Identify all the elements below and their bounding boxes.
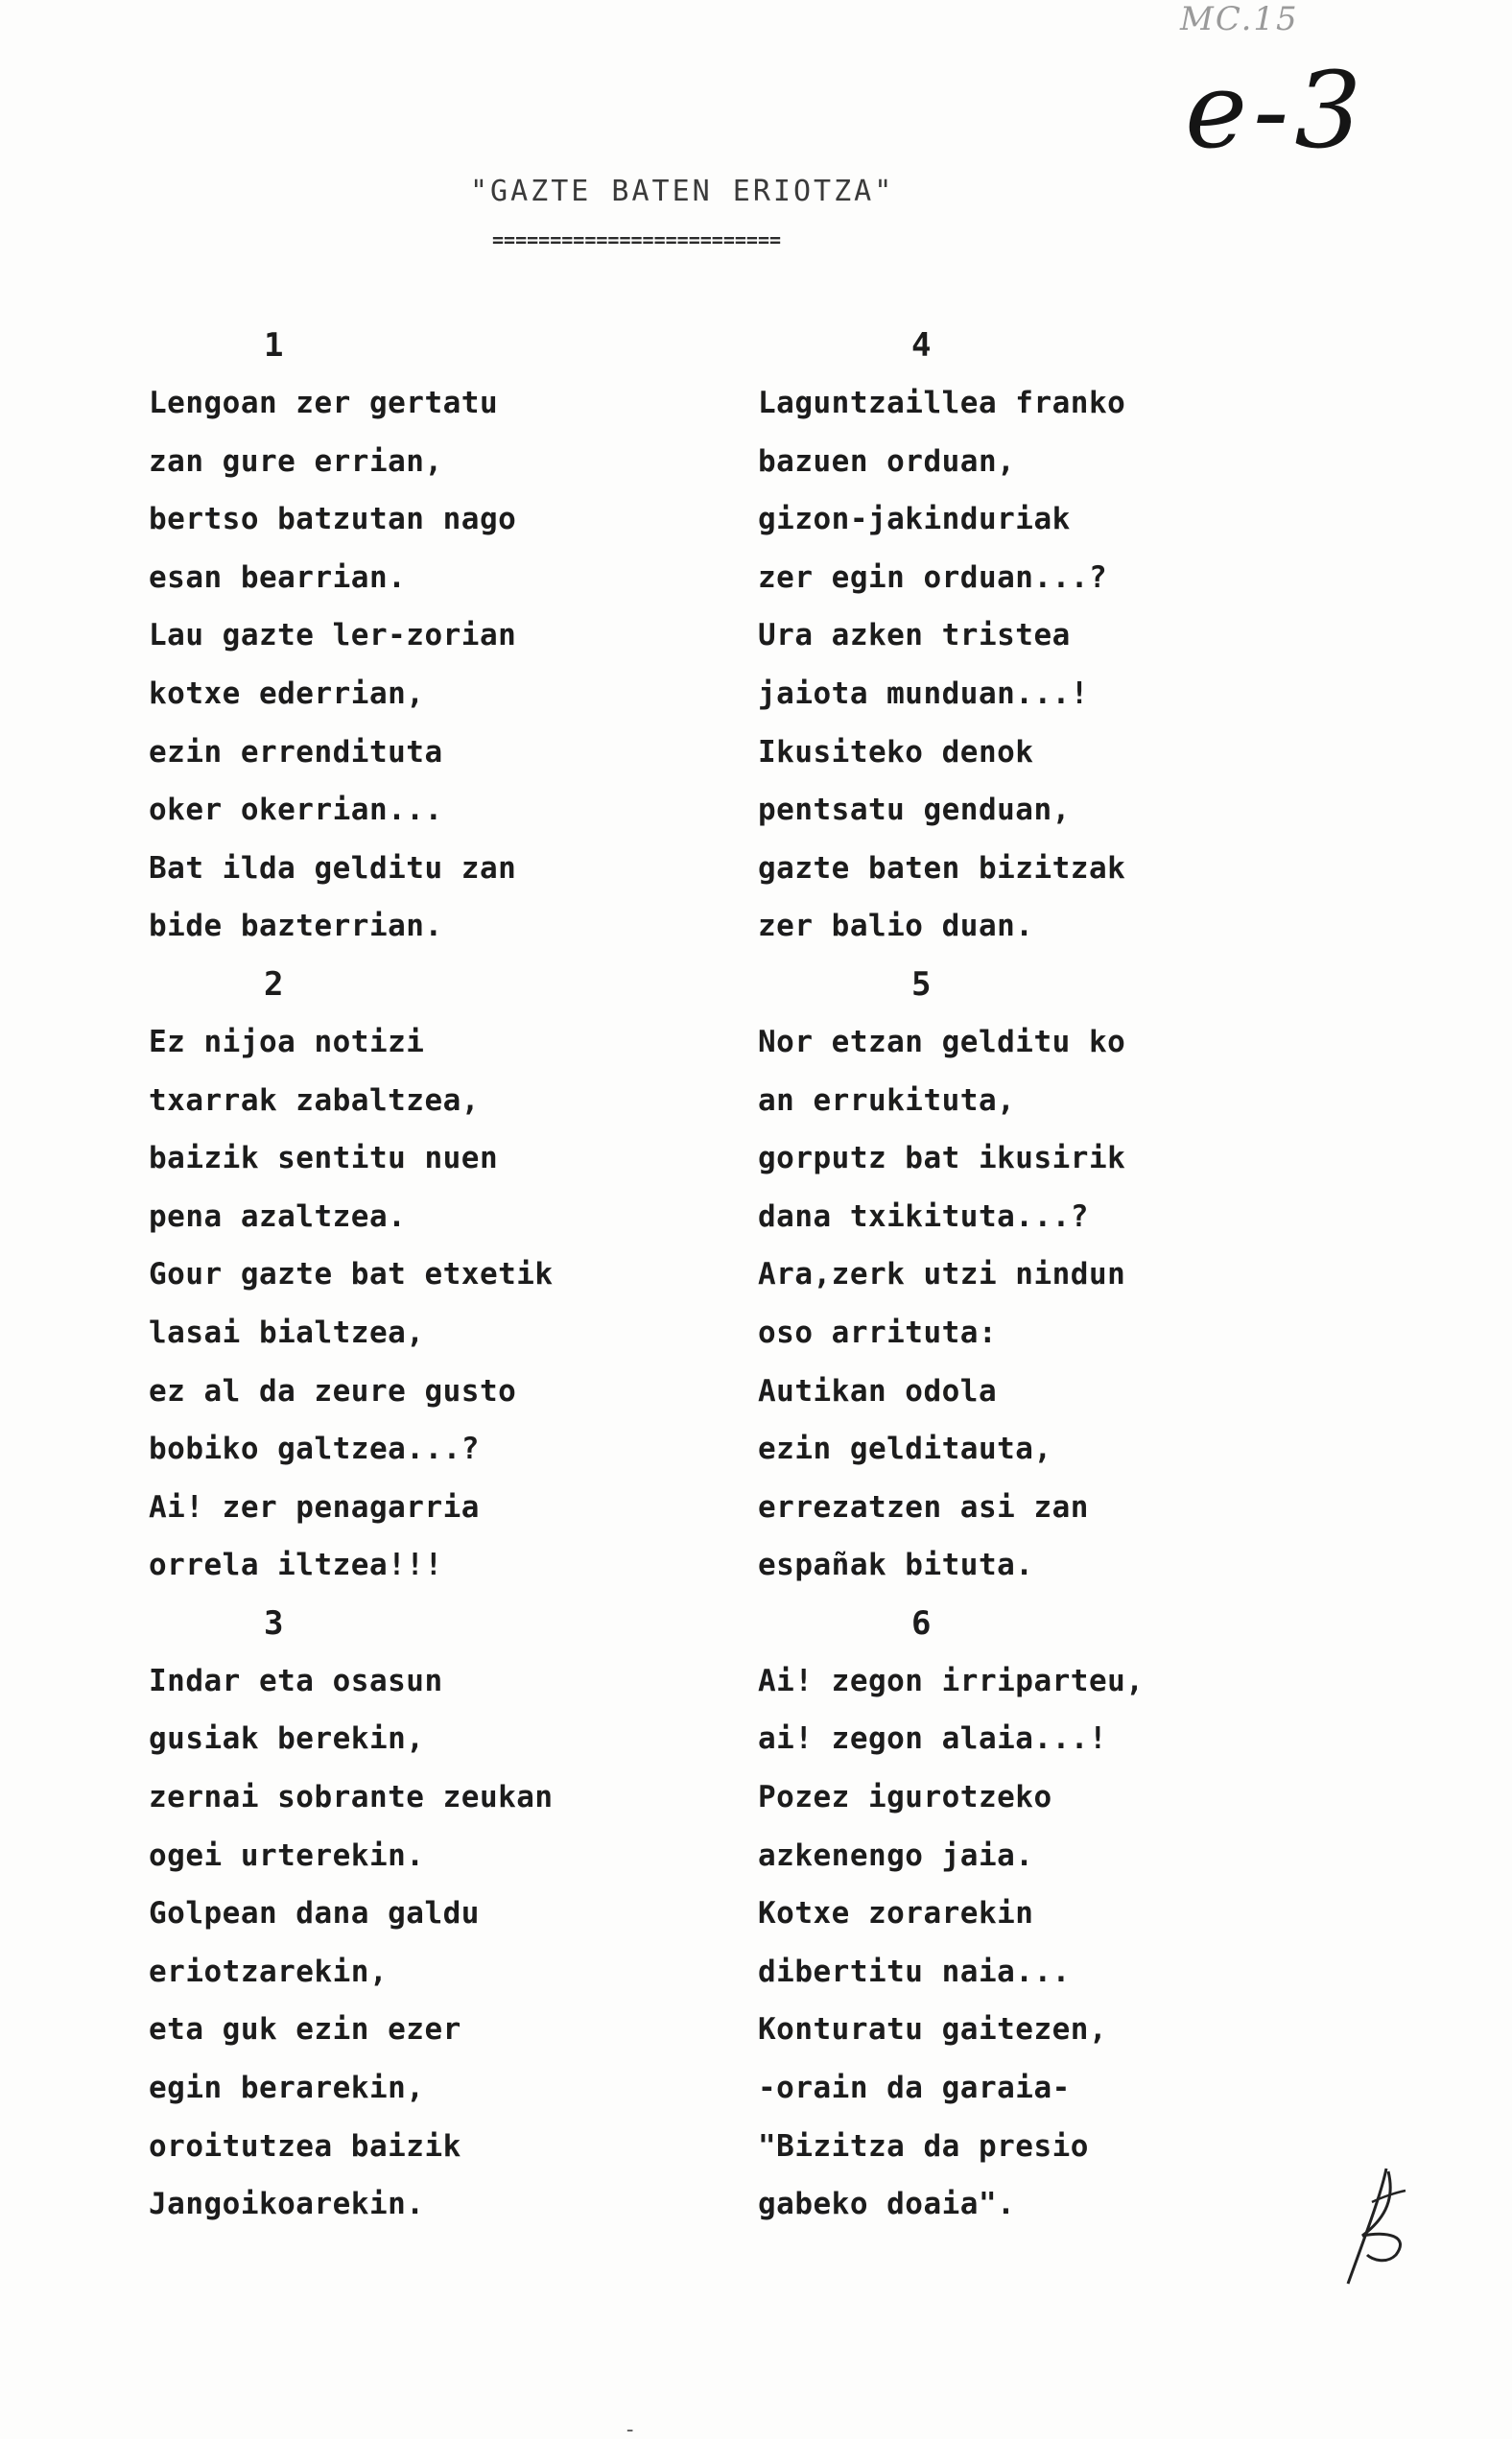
poem-line: errezatzen asi zan bbox=[758, 1489, 1089, 1525]
poem-line: Ikusiteko denok bbox=[758, 734, 1034, 770]
poem-line: zer balio duan. bbox=[758, 909, 1034, 944]
poem-line: Kotxe zorarekin bbox=[758, 1896, 1034, 1932]
poem-line: Golpean dana galdu bbox=[149, 1896, 480, 1932]
poem-line: Jangoikoarekin. bbox=[149, 2187, 425, 2222]
poem-line: gazte baten bizitzak bbox=[758, 850, 1126, 886]
poem-line: egin berarekin, bbox=[149, 2071, 425, 2106]
title-underline: ========================= bbox=[492, 228, 782, 251]
poem-line: ai! zegon alaia...! bbox=[758, 1721, 1108, 1757]
poem-line: zan gure errian, bbox=[149, 443, 443, 479]
poem-line: bazuen orduan, bbox=[758, 443, 1016, 479]
poem-line: gusiak berekin, bbox=[149, 1721, 425, 1757]
stanza-number: 5 bbox=[911, 964, 932, 1004]
poem-line: Ura azken tristea bbox=[758, 618, 1071, 653]
poem-line: Nor etzan gelditu ko bbox=[758, 1024, 1126, 1059]
poem-line: Bat ilda gelditu zan bbox=[149, 850, 517, 886]
poem-line: jaiota munduan...! bbox=[758, 676, 1089, 711]
poem-line: ezin gelditauta, bbox=[758, 1432, 1052, 1467]
right-column bbox=[758, 317, 1382, 2234]
poem-line: pena azaltzea. bbox=[149, 1198, 407, 1234]
poem-line: kotxe ederrian, bbox=[149, 676, 425, 711]
poem-line: Gour gazte bat etxetik bbox=[149, 1257, 554, 1292]
poem-line: oroitutzea baizik bbox=[149, 2128, 461, 2164]
poem-line: Ai! zegon irriparteu, bbox=[758, 1663, 1145, 1698]
poem-line: esan bearrian. bbox=[149, 559, 407, 595]
poem-line: -orain da garaia- bbox=[758, 2071, 1071, 2106]
signature-mark bbox=[1329, 2164, 1415, 2288]
corner-note: MC.15 bbox=[1180, 0, 1299, 38]
poem-line: bertso batzutan nago bbox=[149, 502, 517, 537]
poem-line: gabeko doaia". bbox=[758, 2187, 1016, 2222]
reference-code: e-3 bbox=[1185, 49, 1368, 172]
poem-line: Lau gazte ler-zorian bbox=[149, 618, 517, 653]
poem-line: dibertitu naia... bbox=[758, 1954, 1071, 1989]
poem-line: Pozez igurotzeko bbox=[758, 1780, 1052, 1815]
poem-line: ezin errendituta bbox=[149, 734, 443, 770]
poem-line: gizon-jakinduriak bbox=[758, 502, 1071, 537]
poem-line: orrela iltzea!!! bbox=[149, 1548, 443, 1583]
poem-line: Autikan odola bbox=[758, 1373, 998, 1409]
poem-line: "Bizitza da presio bbox=[758, 2128, 1089, 2164]
poem-line: oso arrituta: bbox=[758, 1315, 998, 1350]
poem-line: eta guk ezin ezer bbox=[149, 2012, 461, 2048]
poem-line: gorputz bat ikusirik bbox=[758, 1141, 1126, 1176]
stanza-number: 1 bbox=[264, 326, 284, 365]
poem-line: Ez nijoa notizi bbox=[149, 1024, 425, 1059]
poem-line: Konturatu gaitezen, bbox=[758, 2012, 1108, 2048]
poem-title: "GAZTE BATEN ERIOTZA" bbox=[470, 175, 895, 208]
poem-line: españak bituta. bbox=[758, 1548, 1034, 1583]
poem-line: bobiko galtzea...? bbox=[149, 1432, 480, 1467]
poem-line: Ai! zer penagarria bbox=[149, 1489, 480, 1525]
stanza-number: 3 bbox=[264, 1603, 284, 1643]
poem-line: eriotzarekin, bbox=[149, 1954, 389, 1989]
poem-line: ogei urterekin. bbox=[149, 1837, 425, 1873]
stanza-number: 2 bbox=[264, 964, 284, 1004]
poem-line: Ara,zerk utzi nindun bbox=[758, 1257, 1126, 1292]
poem-line: ez al da zeure gusto bbox=[149, 1373, 517, 1409]
poem-line: txarrak zabaltzea, bbox=[149, 1082, 480, 1118]
stanza-number: 6 bbox=[911, 1603, 932, 1643]
poem-line: baizik sentitu nuen bbox=[149, 1141, 499, 1176]
poem-line: Lengoan zer gertatu bbox=[149, 386, 499, 420]
bottom-mark: - bbox=[624, 2418, 637, 2442]
poem-line: bide bazterrian. bbox=[149, 909, 443, 944]
poem-line: dana txikituta...? bbox=[758, 1198, 1089, 1234]
poem-line: oker okerrian... bbox=[149, 793, 443, 828]
poem-line: Laguntzaillea franko bbox=[758, 386, 1126, 420]
poem-line: pentsatu genduan, bbox=[758, 793, 1071, 828]
poem-line: an errukituta, bbox=[758, 1082, 1016, 1118]
poem-line: azkenengo jaia. bbox=[758, 1837, 1034, 1873]
poem-line: Indar eta osasun bbox=[149, 1663, 443, 1698]
poem-line: zer egin orduan...? bbox=[758, 559, 1108, 595]
left-column bbox=[149, 317, 772, 2234]
stanza-number: 4 bbox=[911, 326, 932, 365]
poem-line: zernai sobrante zeukan bbox=[149, 1780, 554, 1815]
poem-line: lasai bialtzea, bbox=[149, 1315, 425, 1350]
